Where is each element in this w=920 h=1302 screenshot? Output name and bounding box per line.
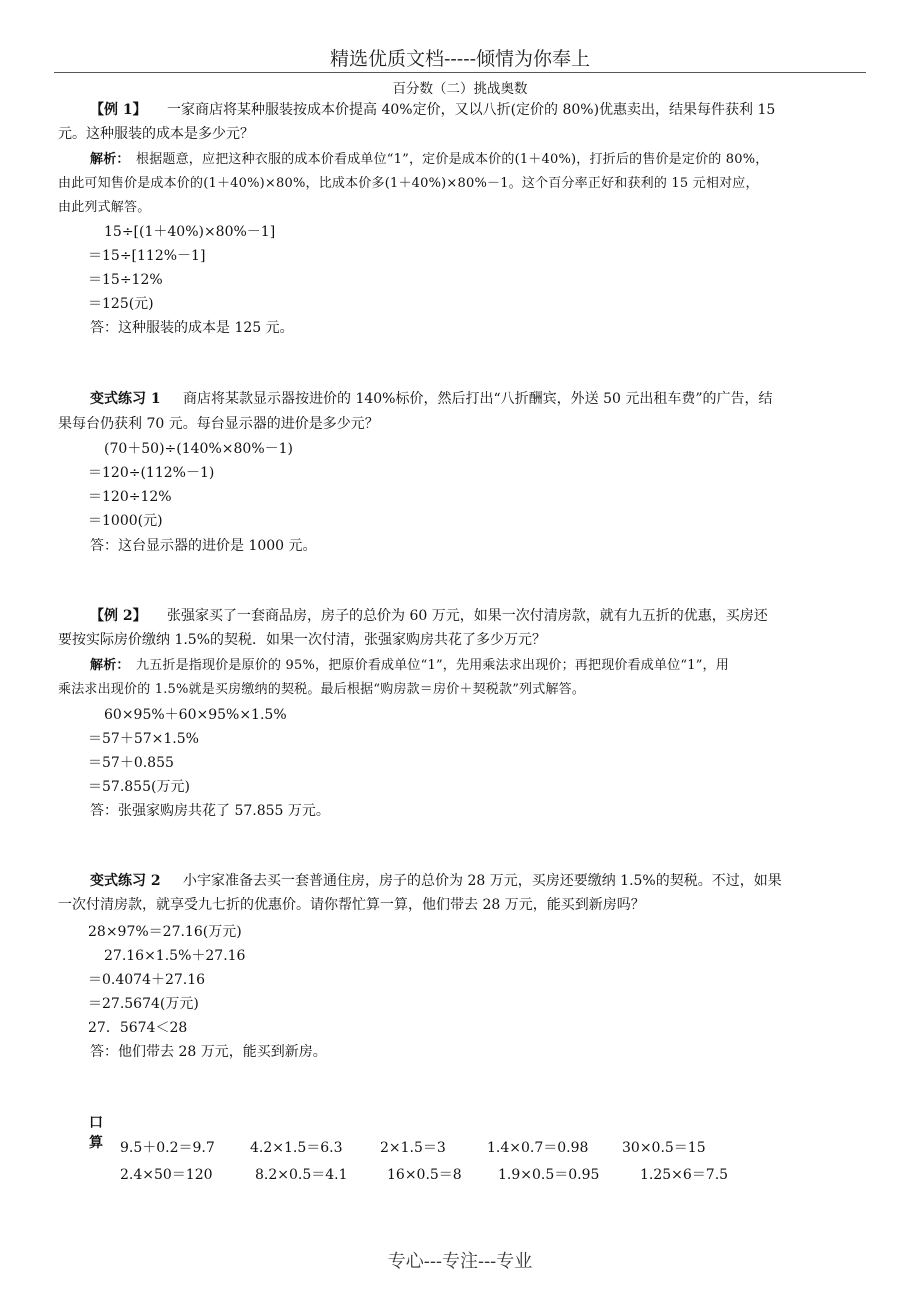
calc-item: 1.25×6＝7.5 (640, 1167, 729, 1183)
example2-analysis-label: 解析： (90, 658, 130, 673)
example1-question-line2: 元。这种服装的成本是多少元？ (58, 126, 254, 142)
practice1-step: ＝120÷12% (88, 489, 172, 505)
practice1-step: ＝1000(元) (88, 513, 163, 529)
example2-label: 【例 2】 (90, 608, 147, 624)
practice2-label: 变式练习 2 (90, 873, 161, 889)
calc-item: 2.4×50＝120 (120, 1167, 213, 1183)
practice1-step: ＝120÷(112%－1) (88, 465, 215, 481)
page-footer: 专心---专注---专业 (387, 1251, 533, 1272)
example1-analysis-line2: 由此可知售价是成本价的(1＋40%)×80%，比成本价多(1＋40%)×80%－1。这个百分率正好和获利的 15 元相对应， (58, 176, 759, 191)
example1-analysis-line3: 由此列式解答。 (58, 200, 151, 215)
practice1-question-line2: 果每台仍获利 70 元。每台显示器的进价是多少元？ (58, 416, 379, 432)
example2-step: 60×95%＋60×95%×1.5% (104, 707, 287, 723)
practice2-step: ＝0.4074＋27.16 (88, 972, 206, 988)
mental-arithmetic-label: 口算 (89, 1115, 103, 1151)
practice1-answer: 答：这台显示器的进价是 1000 元。 (90, 538, 317, 554)
calc-item: 9.5＋0.2＝9.7 (120, 1140, 215, 1156)
example2-step: ＝57＋0.855 (88, 755, 174, 771)
example1-step: ＝15÷[112%－1] (88, 248, 206, 264)
header-divider (54, 72, 866, 73)
example2-step: ＝57＋57×1.5% (88, 731, 199, 747)
example1-analysis-label: 解析： (90, 152, 130, 167)
practice2-step: ＝27.5674(万元) (88, 996, 199, 1012)
example2-step: ＝57.855(万元) (88, 779, 190, 795)
practice2-step: 27．5674＜28 (88, 1020, 188, 1036)
example2-analysis-line1: 九五折是指现价是原价的 95%，把原价看成单位“1”，先用乘法求出现价；再把现价看成单位“1”，用 (136, 658, 729, 673)
calc-item: 4.2×1.5＝6.3 (250, 1140, 343, 1156)
example1-label: 【例 1】 (90, 102, 147, 118)
calc-item: 2×1.5＝3 (380, 1140, 446, 1156)
practice2-step: 28×97%＝27.16(万元) (88, 924, 242, 940)
practice1-question-line1: 商店将某款显示器按进价的 140%标价，然后打出“八折酬宾，外送 50 元出租车费”的广告，结 (183, 391, 773, 407)
example1-answer: 答：这种服装的成本是 125 元。 (90, 320, 294, 336)
practice2-step: 27.16×1.5%＋27.16 (104, 948, 246, 964)
practice2-question-line1: 小宇家准备去买一套普通住房，房子的总价为 28 万元，买房还要缴纳 1.5%的契税。不过，如果 (183, 873, 782, 889)
example1-question-line1: 一家商店将某种服装按成本价提高 40%定价，又以八折(定价的 80%)优惠卖出，结果每件获利 15 (167, 102, 776, 118)
practice2-answer: 答：他们带去 28 万元，能买到新房。 (90, 1044, 327, 1060)
calc-item: 1.9×0.5＝0.95 (498, 1167, 600, 1183)
practice1-step: (70＋50)÷(140%×80%－1) (104, 441, 293, 457)
example1-step: 15÷[(1＋40%)×80%－1] (104, 224, 276, 240)
example1-analysis-line1: 根据题意，应把这种衣服的成本价看成单位“1”，定价是成本价的(1＋40%)，打折后的售价是定价的 80%， (136, 152, 769, 167)
example2-answer: 答：张强家购房共花了 57.855 万元。 (90, 803, 330, 819)
example2-question-line2: 要按实际房价缴纳 1.5%的契税．如果一次付清，张强家购房共花了多少万元？ (58, 632, 547, 648)
calc-item: 8.2×0.5＝4.1 (255, 1167, 348, 1183)
calc-item: 16×0.5＝8 (387, 1167, 462, 1183)
example1-step: ＝15÷12% (88, 272, 163, 288)
practice1-label: 变式练习 1 (90, 391, 161, 407)
document-subtitle: 百分数（二）挑战奥数 (392, 81, 528, 97)
example2-question-line1: 张强家买了一套商品房，房子的总价为 60 万元，如果一次付清房款，就有九五折的优惠，买房还 (167, 608, 768, 624)
calc-item: 1.4×0.7＝0.98 (487, 1140, 589, 1156)
example1-step: ＝125(元) (88, 296, 154, 312)
example2-analysis-line2: 乘法求出现价的 1.5%就是买房缴纳的契税。最后根据“购房款＝房价＋契税款”列式解答。 (58, 682, 586, 697)
page-header-title: 精选优质文档-----倾情为你奉上 (329, 48, 591, 70)
calc-item: 30×0.5＝15 (622, 1140, 706, 1156)
practice2-question-line2: 一次付清房款，就享受九七折的优惠价。请你帮忙算一算，他们带去 28 万元，能买到新房吗？ (58, 897, 645, 913)
